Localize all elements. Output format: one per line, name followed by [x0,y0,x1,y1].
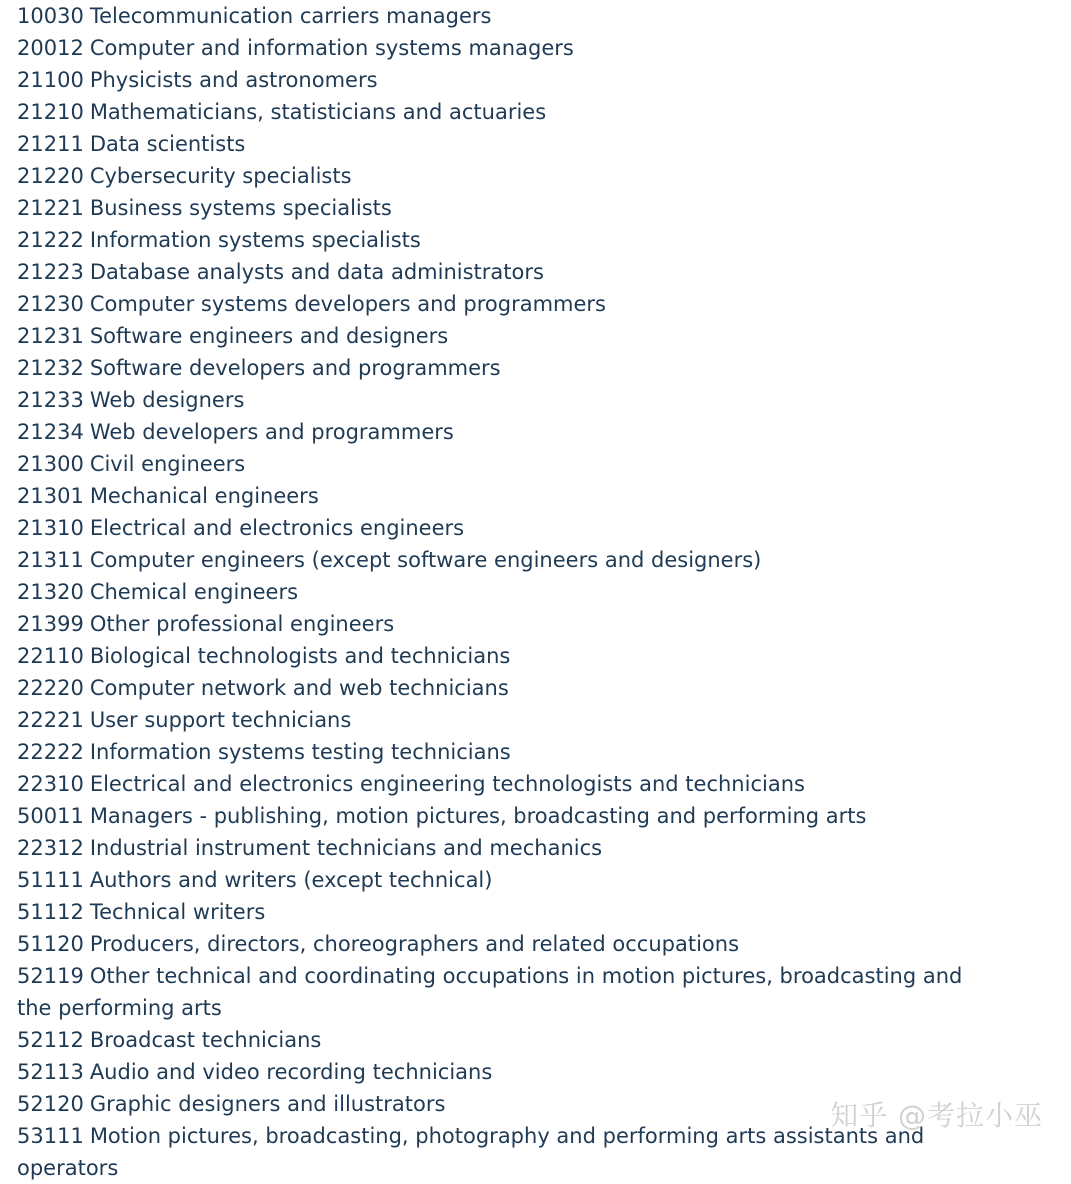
occupation-title: Computer engineers (except software engineers and designers) [89,548,762,572]
occupation-code: 53111 [17,1124,84,1148]
list-item [17,352,977,384]
occupation-title: Information systems specialists [89,228,421,252]
occupation-code: 52112 [17,1028,84,1052]
occupation-title: Computer network and web technicians [89,676,509,700]
list-item [17,640,977,672]
watermark: 知乎 @考拉小巫 [830,1099,1043,1132]
list-item [17,320,977,352]
occupation-code: 21223 [17,260,84,284]
occupation-title: Broadcast technicians [89,1028,322,1052]
occupation-code: 22220 [17,676,84,700]
occupation-code: 21301 [17,484,84,508]
occupation-code: 22222 [17,740,84,764]
list-item [17,128,977,160]
list-item [17,896,977,928]
list-item [17,768,977,800]
list-item [17,480,977,512]
occupation-code: 21222 [17,228,84,252]
occupation-title: Database analysts and data administrators [89,260,544,284]
occupation-code: 51111 [17,868,84,892]
occupation-code: 20012 [17,36,84,60]
occupation-title: Software engineers and designers [89,324,449,348]
occupation-code: 21220 [17,164,84,188]
list-item [17,864,977,896]
list-item [17,416,977,448]
occupation-code: 21100 [17,68,84,92]
list-item [17,736,977,768]
list-item [17,1088,977,1120]
occupation-title: User support technicians [89,708,352,732]
occupation-title: Physicists and astronomers [89,68,378,92]
occupation-title: Data scientists [89,132,246,156]
occupation-code: 22310 [17,772,84,796]
occupation-title: Chemical engineers [89,580,299,604]
occupation-code: 21310 [17,516,84,540]
list-item [17,288,977,320]
occupation-code: 52120 [17,1092,84,1116]
list-item [17,32,977,64]
occupation-title: Industrial instrument technicians and mechanics [89,836,603,860]
occupation-title: Other professional engineers [89,612,395,636]
list-item [17,192,977,224]
list-item [17,160,977,192]
list-item [17,832,977,864]
occupation-code: 21230 [17,292,84,316]
occupation-code: 51112 [17,900,84,924]
list-item [17,1056,977,1088]
occupation-title: Mathematicians, statisticians and actuaries [89,100,547,124]
occupation-title: Information systems testing technicians [89,740,511,764]
list-item [17,704,977,736]
occupation-code: 21232 [17,356,84,380]
list-item [17,544,977,576]
occupation-title: Business systems specialists [89,196,392,220]
list-item [17,64,977,96]
list-item [17,576,977,608]
occupation-code: 21210 [17,100,84,124]
list-item [17,1024,977,1056]
occupation-list [17,0,977,1184]
occupation-title: Managers - publishing, motion pictures, broadcasting and performing arts [89,804,867,828]
occupation-title: Technical writers [89,900,266,924]
occupation-title: Biological technologists and technicians [89,644,511,668]
occupation-code: 22312 [17,836,84,860]
occupation-code: 52119 [17,964,84,988]
occupation-code: 21211 [17,132,84,156]
occupation-code: 21231 [17,324,84,348]
occupation-code: 22110 [17,644,84,668]
list-item [17,512,977,544]
list-item [17,960,977,1024]
occupation-code: 21234 [17,420,84,444]
list-item [17,0,977,32]
occupation-title: Computer systems developers and programmers [89,292,606,316]
occupation-code: 21399 [17,612,84,636]
occupation-code: 21311 [17,548,84,572]
occupation-title: Electrical and electronics engineering technologists and technicians [89,772,805,796]
occupation-code: 51120 [17,932,84,956]
list-item [17,384,977,416]
occupation-title: Producers, directors, choreographers and related occupations [89,932,740,956]
occupation-title: Software developers and programmers [89,356,501,380]
list-item [17,96,977,128]
occupation-code: 21320 [17,580,84,604]
occupation-code: 22221 [17,708,84,732]
occupation-code: 10030 [17,4,84,28]
occupation-title: Motion pictures, broadcasting, photography and performing arts assistants and operators [17,1124,925,1180]
occupation-title: Web designers [89,388,245,412]
occupation-title: Cybersecurity specialists [89,164,352,188]
list-item [17,448,977,480]
occupation-title: Authors and writers (except technical) [89,868,493,892]
occupation-code: 50011 [17,804,84,828]
list-item [17,800,977,832]
list-item [17,256,977,288]
occupation-title: Mechanical engineers [89,484,319,508]
occupation-title: Civil engineers [89,452,246,476]
list-item [17,1120,977,1184]
occupation-title: Audio and video recording technicians [89,1060,493,1084]
list-item [17,224,977,256]
list-item [17,608,977,640]
occupation-title: Telecommunication carriers managers [89,4,492,28]
occupation-title: Other technical and coordinating occupations in motion pictures, broadcasting and the performing arts [17,964,963,1020]
list-item [17,928,977,960]
occupation-code: 21221 [17,196,84,220]
occupation-title: Electrical and electronics engineers [89,516,465,540]
occupation-code: 21233 [17,388,84,412]
occupation-title: Graphic designers and illustrators [89,1092,446,1116]
occupation-code: 21300 [17,452,84,476]
list-item [17,672,977,704]
occupation-code: 52113 [17,1060,84,1084]
occupation-title: Computer and information systems managers [89,36,574,60]
occupation-title: Web developers and programmers [89,420,454,444]
